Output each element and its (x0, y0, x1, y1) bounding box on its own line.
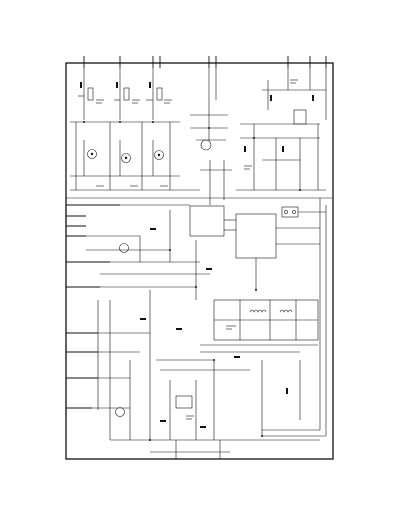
upper-left-stage (70, 68, 200, 190)
component-annotations (96, 80, 298, 419)
transistor-q4 (201, 140, 211, 150)
right-connector-strip (282, 207, 326, 217)
center-top-stage (190, 68, 232, 205)
transistor-q6 (116, 408, 125, 417)
left-connectors (66, 205, 120, 408)
right-loop (262, 198, 326, 436)
top-connectors (84, 56, 326, 68)
lower-left-stage (92, 290, 320, 440)
transistor-q2 (122, 154, 131, 163)
lower-center-stage (150, 360, 250, 459)
schematic-frame (66, 63, 333, 459)
ic-block-main (190, 206, 320, 290)
passive-components (80, 82, 314, 428)
transistor-q3 (155, 151, 164, 160)
upper-right-stage (236, 68, 326, 190)
ic-block-lower (200, 300, 318, 352)
transistor-q5 (120, 244, 129, 253)
junction-dots (83, 121, 301, 441)
transistor-q1 (88, 150, 97, 159)
middle-bus (66, 198, 332, 300)
coil-l1 (250, 310, 292, 312)
